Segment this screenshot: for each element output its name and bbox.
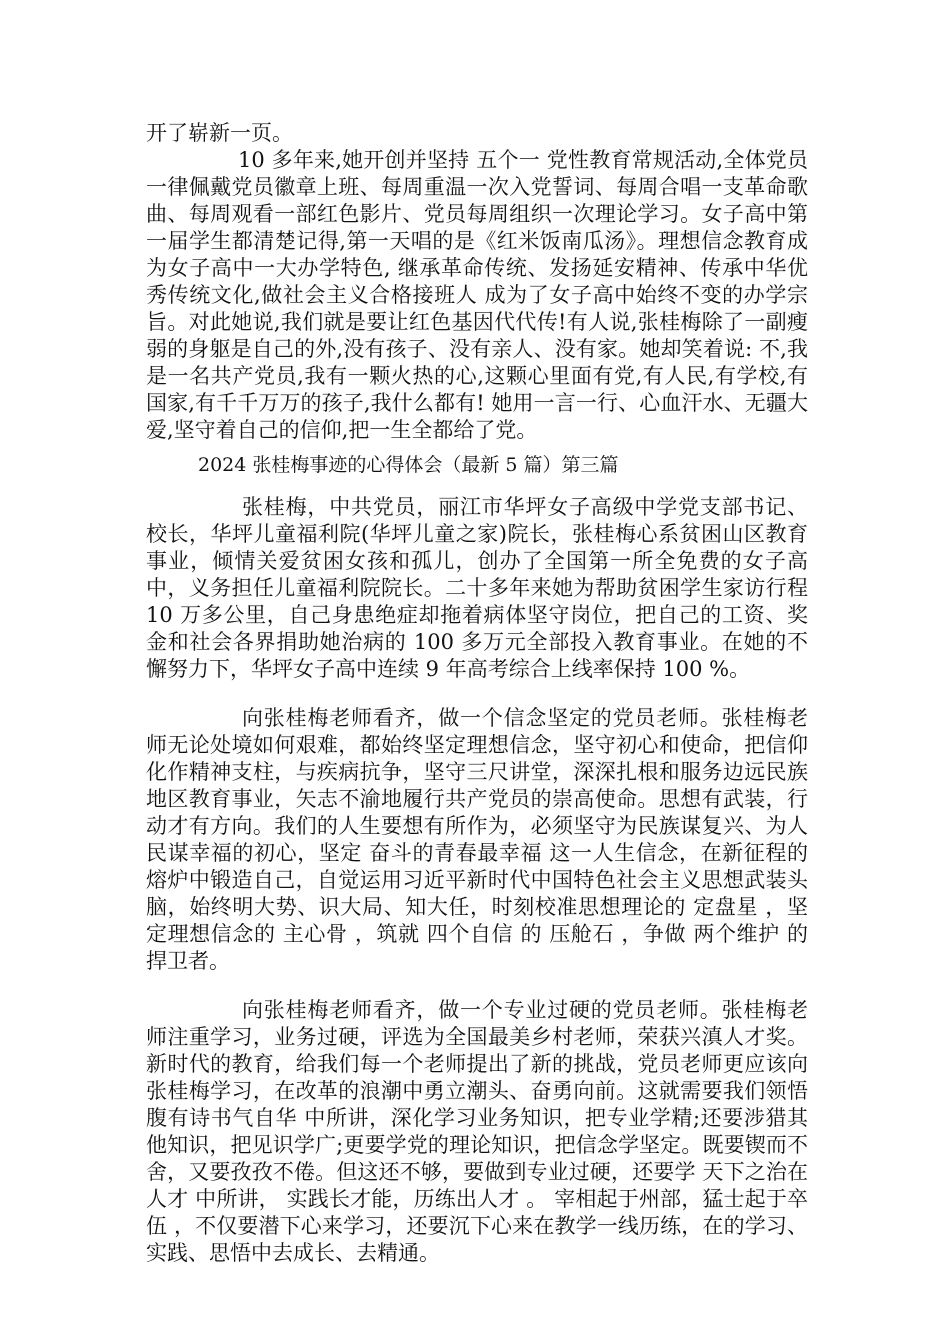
body-paragraph-3: 向张桂梅老师看齐，做一个信念坚定的党员老师。张桂梅老师无论处境如何艰难，都始终坚定理想信念，坚守初心和使命，把信仰化作精神支柱，与疾病抗争，坚守三尺讲堂，深深扎根和服务边远民族地区教育事业，矢志不渝地履行共产党员的崇高使命。思想有武装，行动才有方向。我们的人生要想有所作为，必须坚守为民族谋复兴、为人民谋幸福的初心，坚定 奋斗的青春最幸福 这一人生信念，在新征程的熔炉中锻造自己，自觉运用习近平新时代中国特色社会主义思想武装头脑，始终明大势、识大局、知大任，时刻校准思想理论的 定盘星 ，坚定理想信念的 主心骨 ，筑就 四个自信 的 压舱石 ，争做 两个维护 的捍卫者。	[146, 706, 808, 973]
body-paragraph-1: 10 多年来,她开创并坚持 五个一 党性教育常规活动,全体党员一律佩戴党员徽章上班、每周重温一次入党誓词、每周合唱一支革命歌曲、每周观看一部红色影片、党员每周组织一次理论学习。女子高中第一届学生都清楚记得,第一天唱的是《红米饭南瓜汤》。理想信念教育成为女子高中一大办学特色, 继承革命传统、发扬延安精神、传承中华优秀传统文化,做社会主义合格接班人 成为了女子高中始终不变的办学宗旨。对此她说,我们就是要让红色基因代代传!有人说,张桂梅除了一副瘦弱的身躯是自己的外,没有孩子、没有亲人、没有家。她却笑着说: 不,我是一名共产党员,我有一颗火热的心,这颗心里面有党,有人民,有学校,有国家,有千千万万的孩子,我什么都有! 她用一言一行、心血汗水、无疆大爱,坚守着自己的信仰,把一生全都给了党。	[146, 148, 808, 442]
intro-line: 开了崭新一页。	[146, 121, 293, 145]
body-paragraph-4: 向张桂梅老师看齐，做一个专业过硬的党员老师。张桂梅老师注重学习，业务过硬，评选为全国最美乡村老师，荣获兴滇人才奖。新时代的教育，给我们每一个老师提出了新的挑战，党员老师更应该向张桂梅学习，在改革的浪潮中勇立潮头、奋勇向前。这就需要我们领悟 腹有诗书气自华 中所讲，深化学习业务知识，把专业学精;还要涉猎其他知识，把见识学广;更要学党的理论知识，把信念学坚定。既要锲而不舍，又要孜孜不倦。但这还不够，要做到专业过硬，还要学 天下之治在人才 中所讲， 实践长才能，历练出人才 。 宰相起于州部，猛士起于卒伍 ，不仅要潜下心来学习，还要沉下心来在教学一线历练，在的学习、实践、思悟中去成长、去精通。	[146, 998, 808, 1265]
body-paragraph-2: 张桂梅，中共党员，丽江市华坪女子高级中学党支部书记、校长，华坪儿童福利院(华坪儿童之家)院长，张桂梅心系贫困山区教育事业，倾情关爱贫困女孩和孤儿，创办了全国第一所全免费的女子高中，义务担任儿童福利院院长。二十多年来她为帮助贫困学生家访行程 10 万多公里，自己身患绝症却拖着病体坚守岗位，把自己的工资、奖金和社会各界捐助她治病的 100 多万元全部投入教育事业。在她的不懈努力下，华坪女子高中连续 9 年高考综合上线率保持 100 %。	[146, 495, 808, 681]
section-title: 2024 张桂梅事迹的心得体会（最新 5 篇）第三篇	[198, 454, 619, 476]
